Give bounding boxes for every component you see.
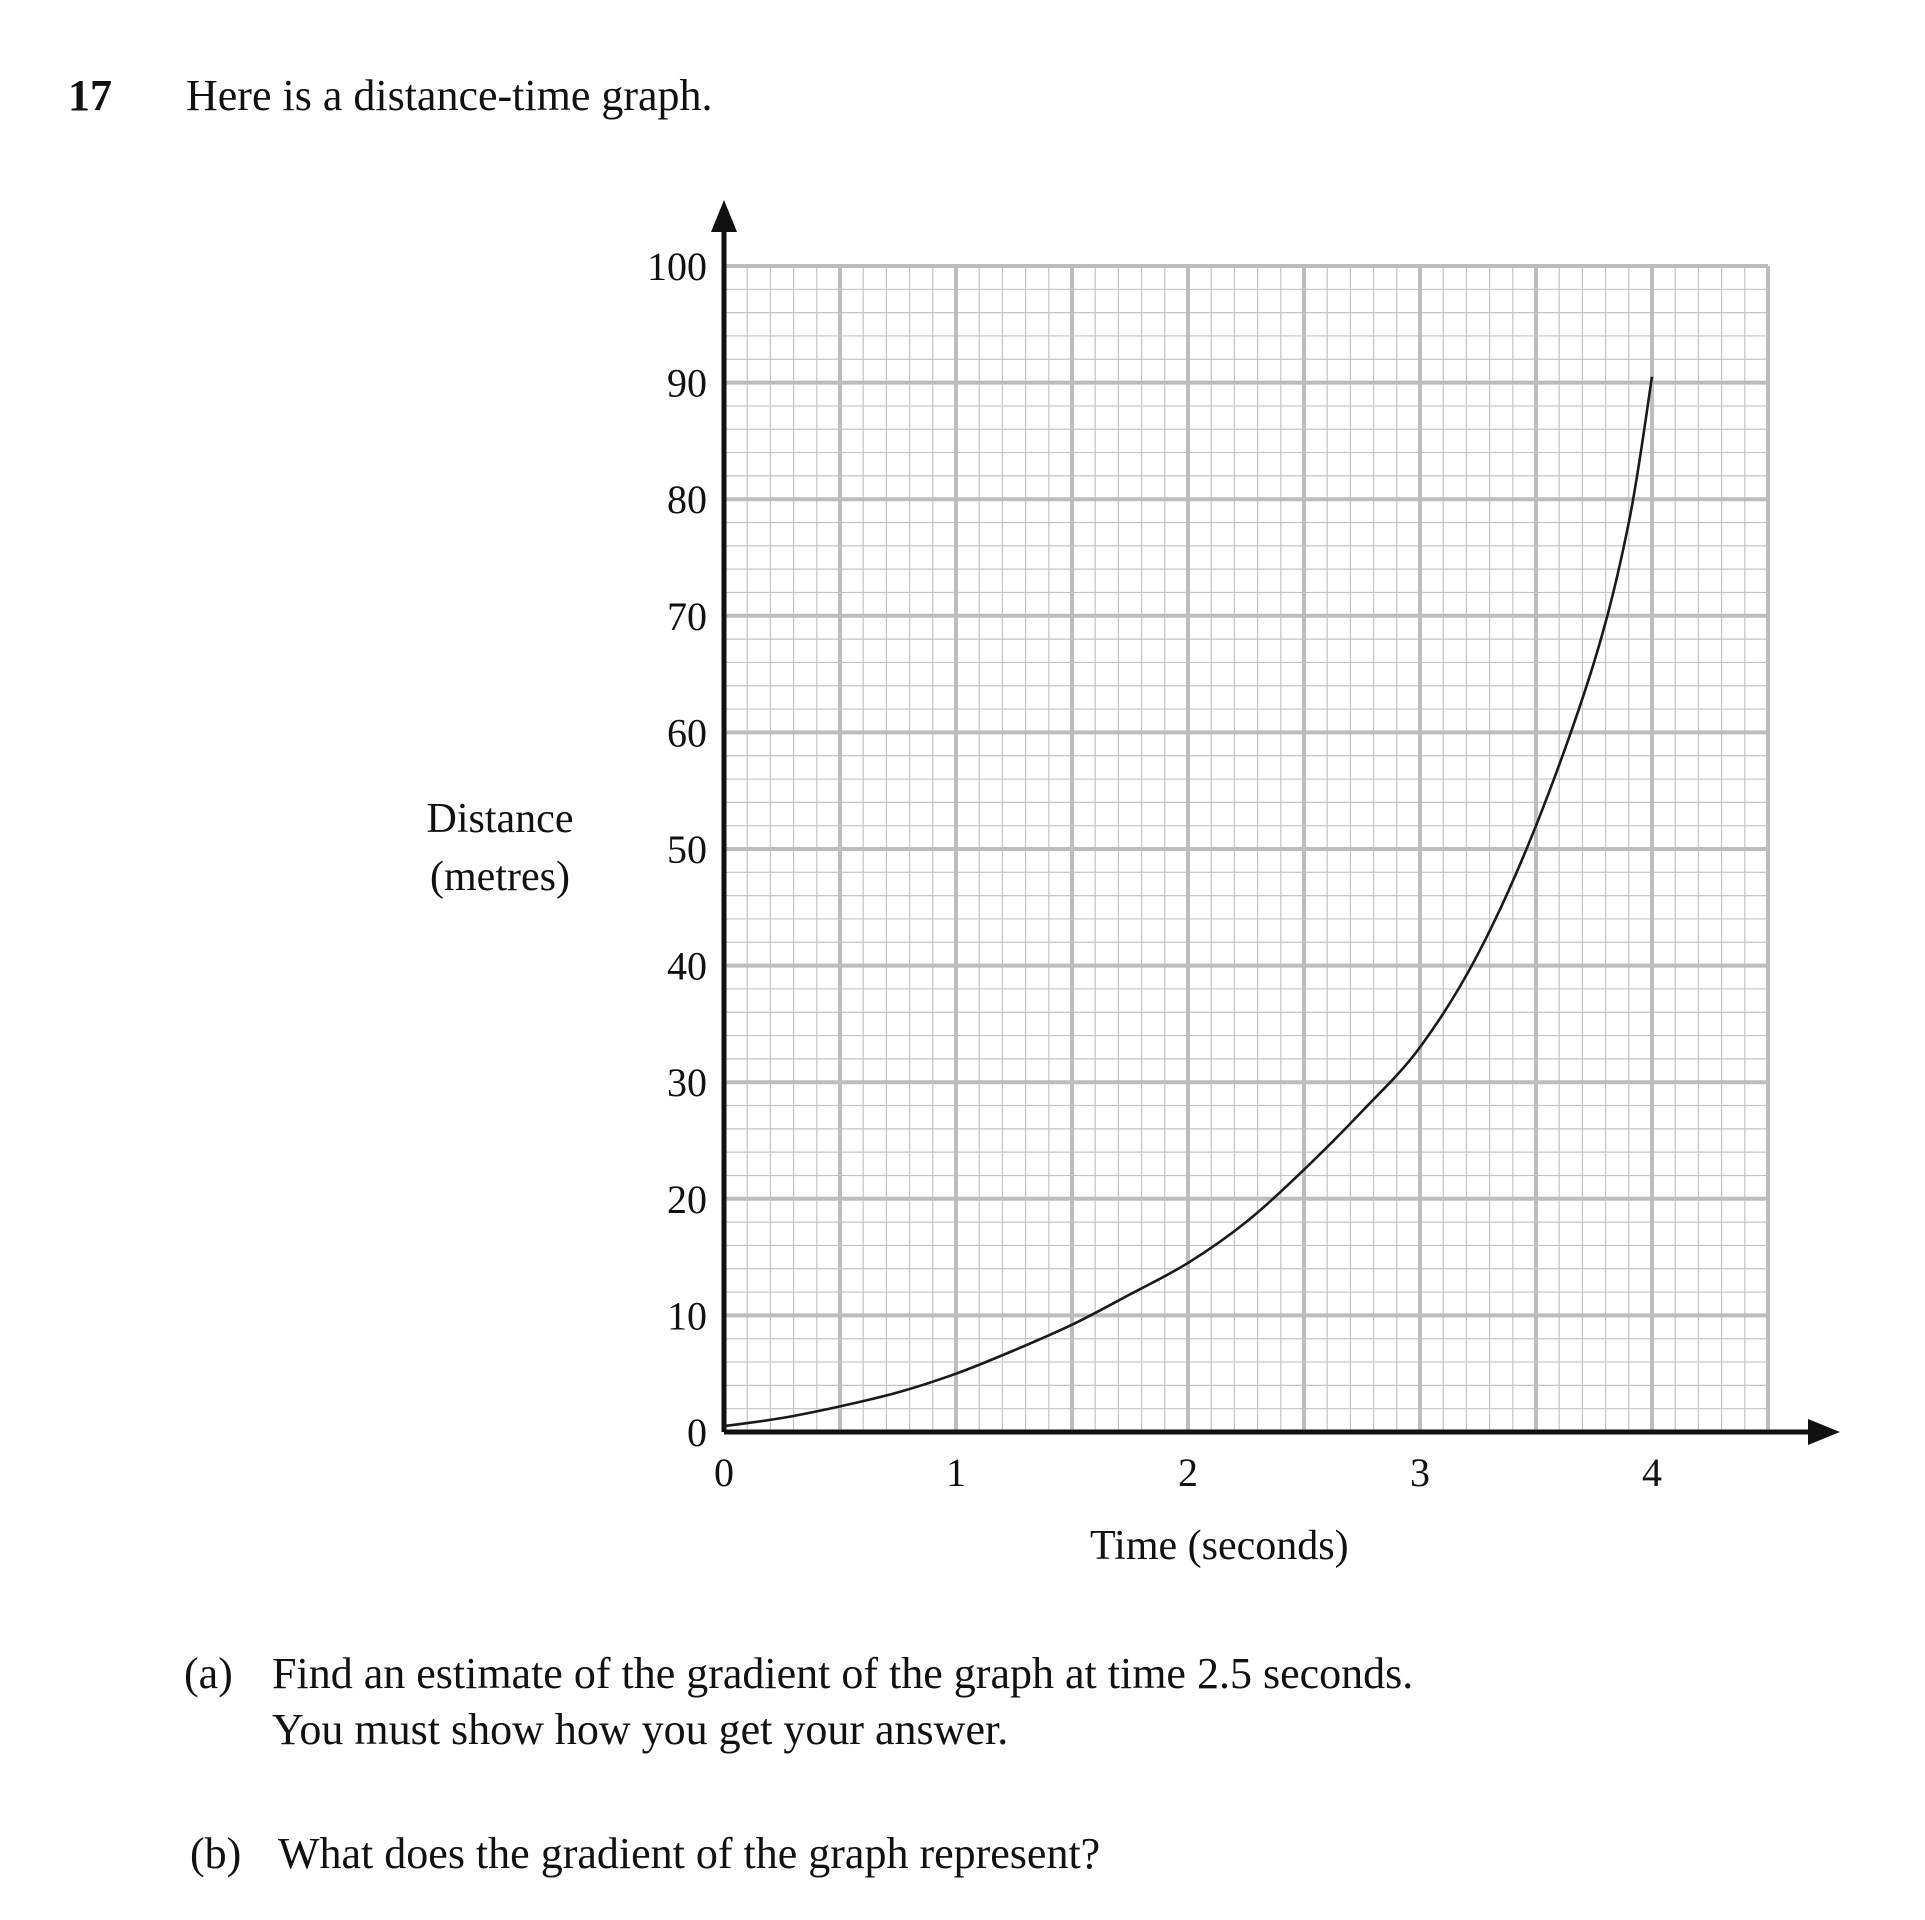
y-tick-label: 100: [647, 244, 707, 289]
y-tick-label: 90: [667, 360, 707, 406]
x-tick-label: 4: [1642, 1450, 1662, 1495]
x-axis-arrow-icon: [1808, 1419, 1840, 1445]
y-axis-label-line1: Distance: [426, 796, 574, 842]
tick-labels: [647, 244, 1662, 1495]
question-intro: Here is a distance-time graph.: [186, 71, 713, 120]
x-tick-label: 1: [946, 1450, 966, 1495]
part-a-label: (a): [184, 1649, 233, 1698]
major-grid: [724, 266, 1768, 1432]
y-tick-label: 50: [667, 827, 707, 872]
part-a-line2: You must show how you get your answer.: [272, 1705, 1009, 1754]
x-axis-label: Time (seconds): [1090, 1523, 1349, 1569]
x-tick-label: 3: [1410, 1450, 1430, 1495]
question-number: 17: [68, 71, 112, 120]
part-a-line1: Find an estimate of the gradient of the graph at time 2.5 seconds.: [272, 1649, 1414, 1698]
y-axis-arrow-icon: [711, 200, 737, 232]
y-tick-label: 30: [667, 1060, 707, 1106]
part-b-line1: What does the gradient of the graph represent?: [278, 1829, 1101, 1878]
y-tick-label: 60: [667, 710, 707, 756]
x-tick-label: 2: [1178, 1450, 1198, 1495]
y-tick-label: 80: [667, 477, 707, 523]
part-a-text: [272, 1646, 1413, 1758]
y-tick-label: 40: [667, 943, 707, 989]
part-b-label: (b): [190, 1829, 242, 1878]
y-tick-label: 10: [667, 1293, 707, 1339]
y-axis-label-line2: (metres): [430, 854, 570, 900]
y-tick-label: 70: [667, 593, 707, 639]
y-tick-label: 20: [667, 1176, 707, 1222]
y-tick-label: 0: [687, 1410, 707, 1455]
part-b-text: [278, 1826, 1100, 1882]
axes: [711, 200, 1840, 1445]
x-tick-label: 0: [714, 1450, 734, 1495]
